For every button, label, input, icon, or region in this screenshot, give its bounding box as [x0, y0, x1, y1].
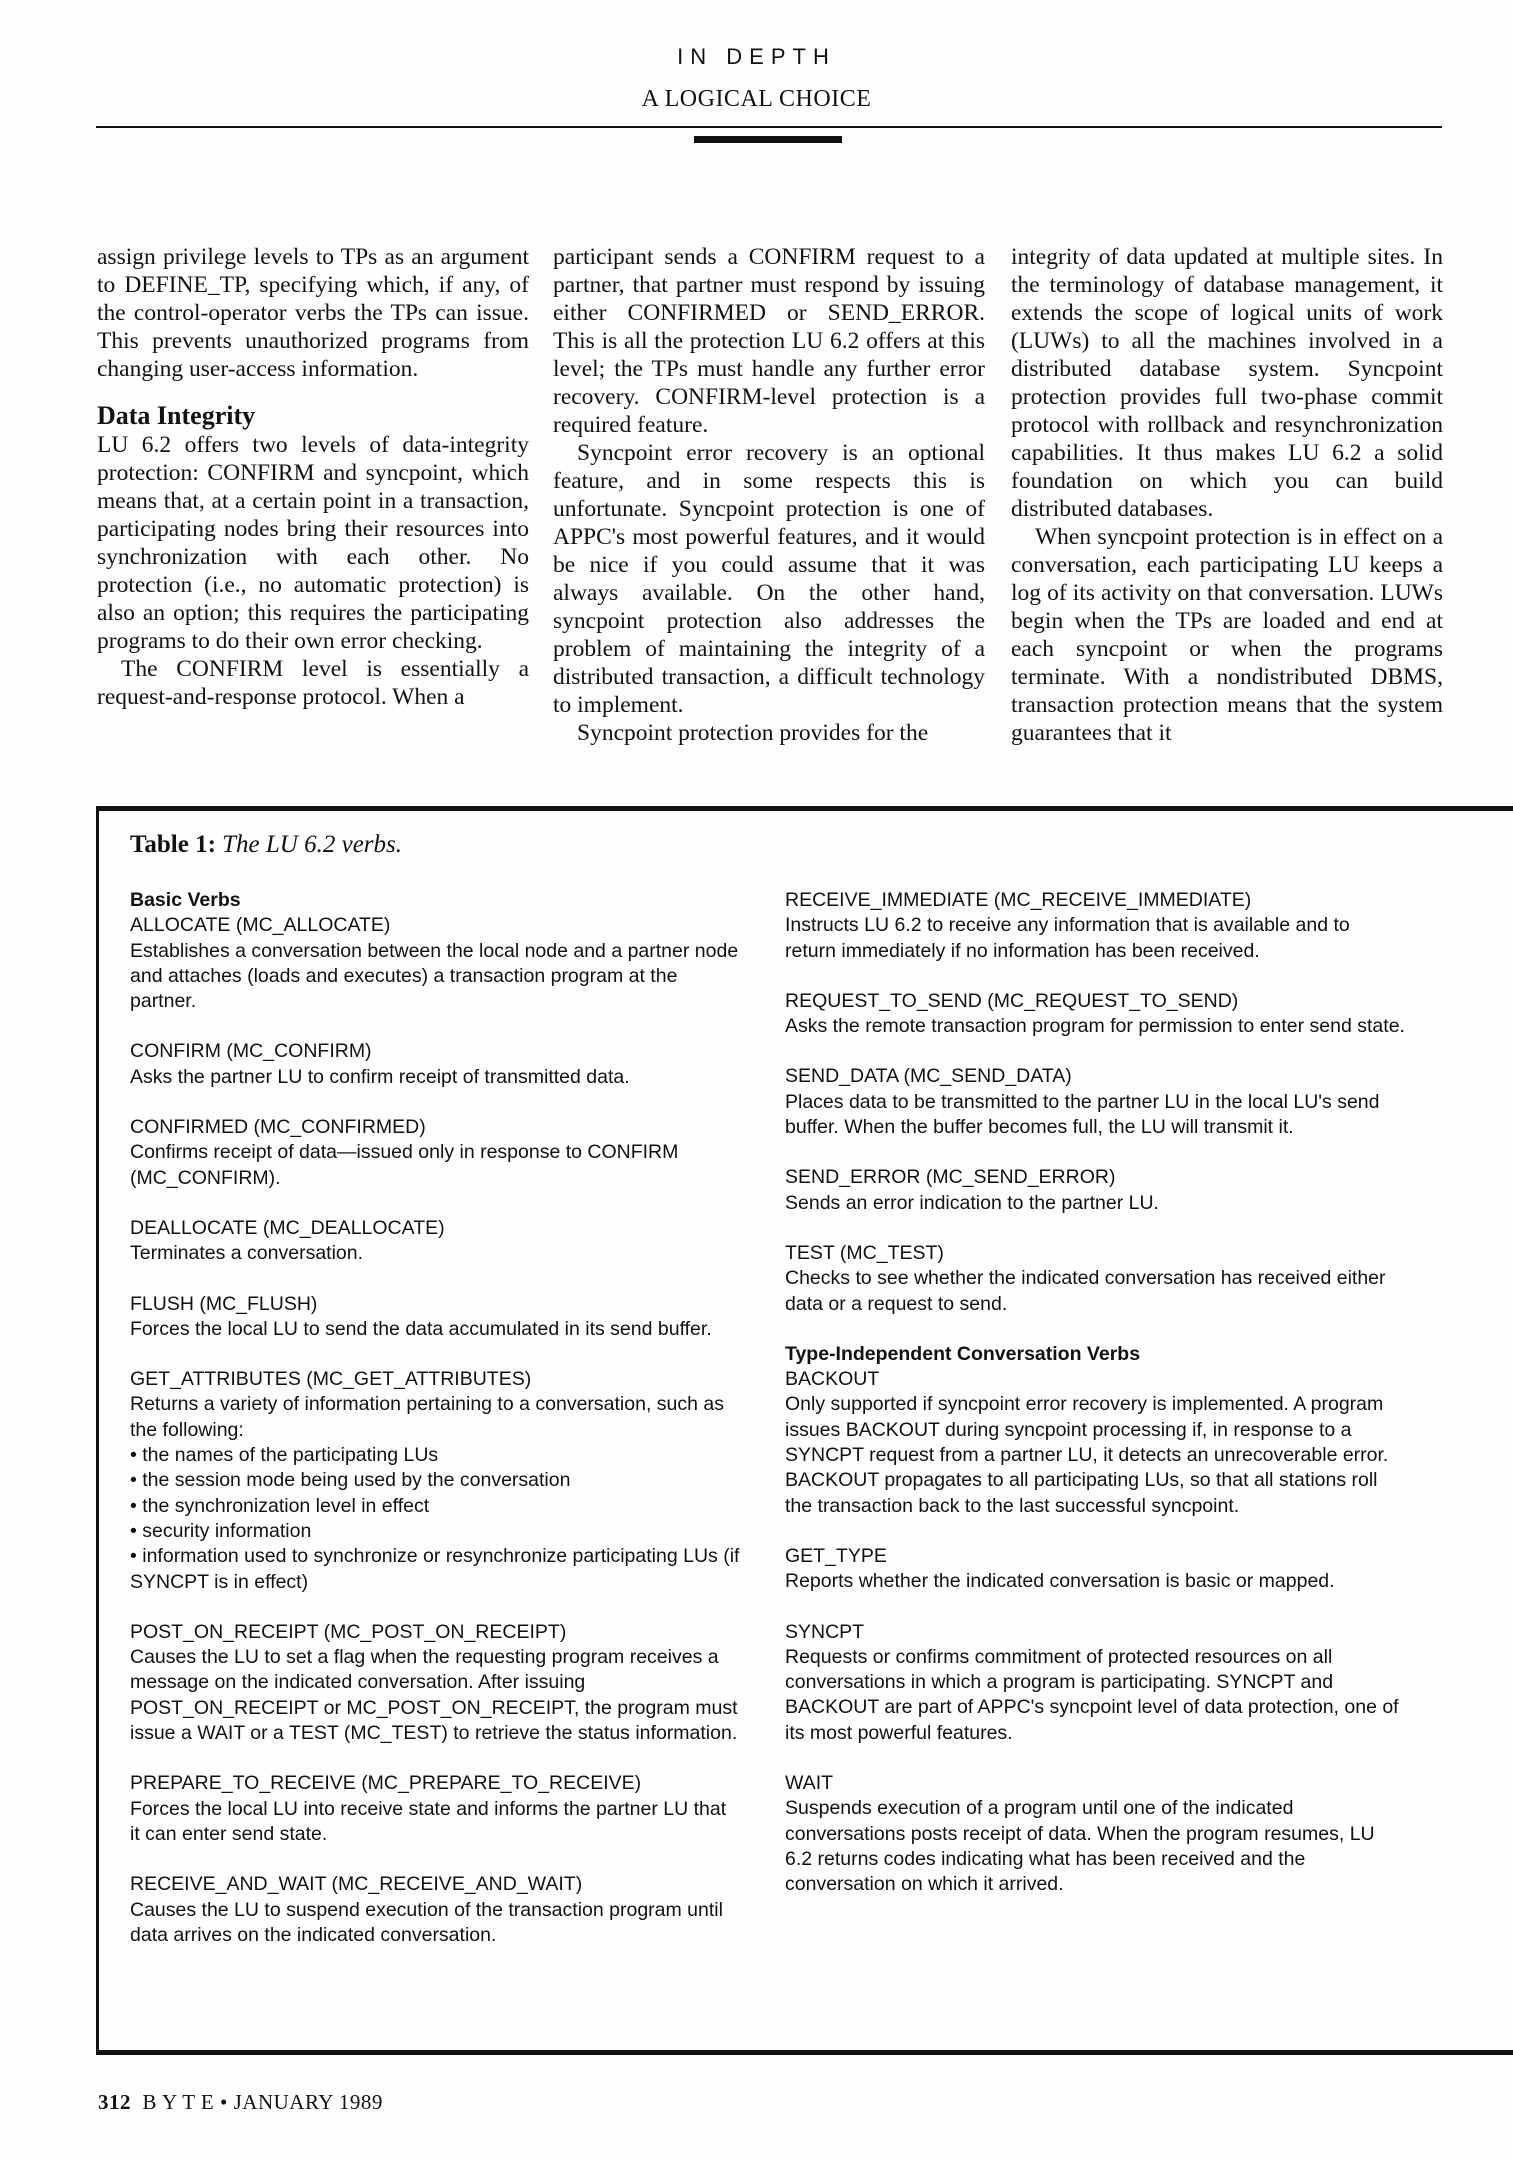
verb-entry [785, 1165, 1405, 1216]
bullet-item: • the session mode being used by the conversation [130, 1468, 740, 1493]
bullet-item: • the names of the participating LUs [130, 1443, 740, 1468]
paragraph: Syncpoint error recovery is an optional feature, and in some respects this is unfortunate. Syncpoint protection is one of APPC's most powerful features, and it would be nice if you could assume that it was always available. On the other hand, syncpoint protection also addresses the problem of maintaining the integrity of a distributed transaction, a difficult technology to implement. [553, 440, 985, 718]
paragraph: The CONFIRM level is essentially a request-and-response protocol. When a [97, 656, 529, 710]
table-rule-bottom [96, 2050, 1513, 2055]
verb-entry [130, 1872, 740, 1948]
table-column-left [130, 888, 740, 1973]
verb-name: SEND_DATA (MC_SEND_DATA) [785, 1065, 1072, 1088]
verb-entry [130, 913, 740, 1014]
paragraph: assign privilege levels to TPs as an argument to DEFINE_TP, specifying which, if any, of the control-operator verbs the TPs can issue. This prevents unauthorized programs from changing user-access information. [97, 244, 529, 382]
article-title: A LOGICAL CHOICE [641, 86, 872, 112]
verb-list [785, 888, 1405, 1317]
header-rule [96, 126, 1442, 128]
verb-name: CONFIRMED (MC_CONFIRMED) [130, 1116, 426, 1139]
verb-name: BACKOUT [785, 1368, 880, 1391]
verb-name: GET_TYPE [785, 1544, 887, 1567]
verb-name: GET_ATTRIBUTES (MC_GET_ATTRIBUTES) [130, 1368, 532, 1391]
verb-name: REQUEST_TO_SEND (MC_REQUEST_TO_SEND) [785, 989, 1239, 1012]
verb-name: SYNCPT [785, 1620, 865, 1643]
verb-name: RECEIVE_IMMEDIATE (MC_RECEIVE_IMMEDIATE) [785, 889, 1252, 911]
page-footer [98, 2090, 383, 2115]
table-title: The LU 6.2 verbs. [222, 831, 403, 858]
header-bar [694, 136, 842, 143]
publication-line: B Y T E • JANUARY 1989 [142, 2090, 383, 2114]
verb-entry [130, 1039, 740, 1090]
verb-entry [785, 1544, 1405, 1595]
verb-name: WAIT [785, 1772, 834, 1795]
verb-description: Checks to see whether the indicated conversation has received either data or a request to send. [785, 1267, 1386, 1315]
bullet-item: • the synchronization level in effect [130, 1494, 740, 1519]
verb-entry [785, 1771, 1405, 1897]
verb-description: Confirms receipt of data—issued only in response to CONFIRM (MC_CONFIRM). [130, 1141, 679, 1189]
table-label: Table 1: [130, 831, 216, 858]
verb-description: Terminates a conversation. [130, 1242, 364, 1265]
verb-description: Establishes a conversation between the local node and a partner node and attaches (loads and executes) a transaction program at the partner. [130, 939, 739, 1013]
section-heading: Basic Verbs [130, 889, 241, 911]
verb-entry [130, 1771, 740, 1847]
verb-description: Only supported if syncpoint error recovery is implemented. A program issues BACKOUT during syncpoint processing if, in response to a SYNCPT request from a partner LU, it detects an unrecoverable error. BACKOUT propagates to all participating LUs, so that all stations roll the transaction back to the last successful syncpoint. [785, 1393, 1389, 1517]
verb-entry [785, 1620, 1405, 1746]
verb-name: POST_ON_RECEIPT (MC_POST_ON_RECEIPT) [130, 1620, 567, 1643]
verb-entry [785, 888, 1405, 964]
paragraph: participant sends a CONFIRM request to a partner, that partner must respond by issuing either CONFIRMED or SEND_ERROR. This is all the protection LU 6.2 offers at this level; the TPs must handle any further error recovery. CONFIRM-level protection is a required feature. [553, 244, 985, 438]
paragraph: LU 6.2 offers two levels of data-integrity protection: CONFIRM and syncpoint, which means that, at a certain point in a transaction, participating nodes bring their resources into synchronization with each other. No protection (i.e., no automatic protection) is also an option; this requires the participating programs to do their own error checking. [97, 432, 529, 654]
verb-name: CONFIRM (MC_CONFIRM) [130, 1040, 372, 1063]
section-heading: Data Integrity [97, 401, 256, 430]
verb-description: Sends an error indication to the partner LU. [785, 1191, 1159, 1214]
verb-description: Returns a variety of information pertaining to a conversation, such as the following: [130, 1393, 724, 1441]
verb-entry [130, 1115, 740, 1191]
bullet-item: • information used to synchronize or resynchronize participating LUs (if SYNCPT is in effect) [130, 1544, 740, 1595]
table-caption [130, 830, 402, 860]
body-column-2 [553, 243, 985, 747]
verb-description: Causes the LU to set a flag when the requesting program receives a message on the indicated conversation. After issuing POST_ON_RECEIPT or MC_POST_ON_RECEIPT, the program must issue a WAIT or a TEST (MC_TEST) to retrieve the status information. [130, 1646, 738, 1745]
section-kicker: IN DEPTH [677, 44, 836, 69]
body-column-1 [97, 243, 529, 711]
verb-description: Reports whether the indicated conversation is basic or mapped. [785, 1570, 1335, 1593]
verb-description: Asks the partner LU to confirm receipt of transmitted data. [130, 1065, 630, 1088]
verb-entry [785, 989, 1405, 1040]
verb-description: Places data to be transmitted to the partner LU in the local LU's send buffer. When the buffer becomes full, the LU will transmit it. [785, 1090, 1380, 1139]
verb-name: DEALLOCATE (MC_DEALLOCATE) [130, 1216, 445, 1239]
verb-list [130, 913, 740, 1948]
verb-name: RECEIVE_AND_WAIT (MC_RECEIVE_AND_WAIT) [130, 1873, 583, 1896]
verb-name: FLUSH (MC_FLUSH) [130, 1292, 318, 1315]
paragraph: Syncpoint protection provides for the [577, 720, 929, 746]
verb-name: PREPARE_TO_RECEIVE (MC_PREPARE_TO_RECEIVE) [130, 1772, 642, 1795]
verb-description: Suspends execution of a program until one of the indicated conversations posts receipt of data. When the program resumes, LU 6.2 returns codes indicating what has been received and the conversation on which it arrived. [785, 1797, 1375, 1896]
bullet-item: • security information [130, 1519, 740, 1544]
verb-description: Forces the local LU into receive state and informs the partner LU that it can enter send state. [130, 1797, 727, 1845]
verb-name: TEST (MC_TEST) [785, 1241, 944, 1264]
table-rule-side [96, 806, 99, 2054]
verb-name: ALLOCATE (MC_ALLOCATE) [130, 914, 391, 937]
body-column-3 [1011, 243, 1443, 747]
table-column-right [785, 888, 1405, 1923]
verb-entry [130, 1292, 740, 1343]
verb-entry [130, 1367, 740, 1595]
paragraph: When syncpoint protection is in effect on a conversation, each participating LU keeps a log of its activity on that conversation. LUWs begin when the TPs are loaded and end at each syncpoint or when the programs terminate. With a nondistributed DBMS, transaction protection means that the system guarantees that it [1011, 524, 1443, 746]
verb-entry [130, 1620, 740, 1746]
verb-description: Forces the local LU to send the data accumulated in its send buffer. [130, 1317, 712, 1340]
verb-entry [130, 1216, 740, 1267]
verb-description: Asks the remote transaction program for permission to enter send state. [785, 1015, 1405, 1038]
page-number: 312 [98, 2090, 131, 2114]
table-rule-top [96, 806, 1513, 811]
verb-entry [785, 1064, 1405, 1140]
verb-name: SEND_ERROR (MC_SEND_ERROR) [785, 1166, 1116, 1189]
section-heading: Type-Independent Conversation Verbs [785, 1342, 1141, 1365]
verb-entry [785, 1367, 1405, 1519]
verb-description: Instructs LU 6.2 to receive any information that is available and to return immediately if no information has been received. [785, 914, 1350, 962]
paragraph: integrity of data updated at multiple sites. In the terminology of database management, it extends the scope of logical units of work (LUWs) to all the machines involved in a distributed database system. Syncpoint protection provides full two-phase commit protocol with rollback and resynchronization capabilities. It thus makes LU 6.2 a solid foundation on which you can build distributed databases. [1011, 244, 1443, 522]
verb-description: Causes the LU to suspend execution of the transaction program until data arrives on the indicated conversation. [130, 1898, 723, 1946]
verb-list [785, 1367, 1405, 1897]
verb-description: Requests or confirms commitment of protected resources on all conversations in which a program is participating. SYNCPT and BACKOUT are part of APPC's syncpoint level of data protection, one of its most powerful features. [785, 1645, 1399, 1744]
verb-entry [785, 1241, 1405, 1317]
